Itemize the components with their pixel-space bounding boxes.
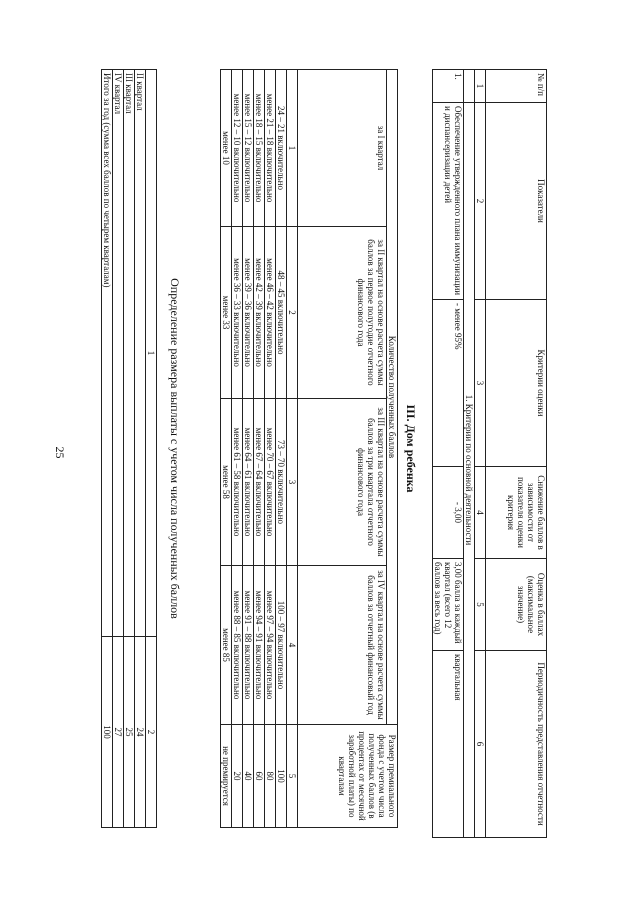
quarter-value: 27 [113,637,124,828]
orphanage-section-title: III. Дом ребенка [404,404,418,493]
cell: 100 – 97 включительно [276,566,287,725]
cell: менее 88 – 85 включительно [232,566,243,725]
criteria-header: Критерии оценки [486,300,547,467]
cell: менее 12 – 10 включительно [232,70,243,227]
row-number: 1. [433,70,464,103]
table-row [124,70,135,828]
period-cell: квартальная [433,651,464,838]
payout-table [220,69,398,828]
cell: менее 18 – 15 включительно [254,70,265,227]
cell: менее 36 – 33 включительно [232,227,243,399]
cell: менее 33 [221,227,232,399]
cell: 20 [232,725,243,828]
col-number: 1 [287,70,298,227]
group-header: Количество полученных баллов [387,70,398,725]
size-header: Размер премиального фонда с учетом числа полученных баллов (в процентах от месячной заработной платы) по кварталам [298,725,398,828]
table-row [135,70,146,828]
cell: менее 42 – 39 включительно [254,227,265,399]
cell: менее 58 [221,399,232,566]
reduction-header: Снижение баллов в зависимости от показателя оценки критерия [486,467,547,559]
cell: 48 – 45 включительно [276,227,287,399]
quarter-label: Итого за год (сумма всех баллов по четырем кварталам) [102,70,113,637]
col-number: 2 [146,637,157,828]
quarter-label: IV квартал [113,70,124,637]
col-number: 1 [146,70,157,637]
cell: 24 – 21 включительно [276,70,287,227]
quarter-value: 100 [102,637,113,828]
cell: менее 91 – 88 включительно [243,566,254,725]
cell: менее 67 – 64 включительно [254,399,265,566]
orphanage-criteria-table [432,69,547,838]
indicators-header: Показатели [486,103,547,300]
cell: менее 39 – 36 включительно [243,227,254,399]
q2-header: за II квартал на основе расчета суммы баллов за первое полугодие отчетного финансового года [298,227,387,399]
col-number: 2 [287,227,298,399]
table-row [265,70,276,828]
reduction-cell: - 3,00 [433,467,464,559]
cell: 40 [243,725,254,828]
col-number: 1 [475,70,486,103]
col-number: 2 [475,103,486,300]
col-number: 6 [475,651,486,838]
criteria-subheader: 1. Критерии по основной деятельности [464,103,475,838]
quarter-label: III квартал [124,70,135,637]
quarter-value: 25 [124,637,135,828]
cell: 60 [254,725,265,828]
col-number: 3 [287,399,298,566]
table-row [102,70,113,828]
cell: менее 97 – 94 включительно [265,566,276,725]
quarter-label: II квартал [135,70,146,637]
payout-title: Определение размера выплаты с учетом числа полученных баллов [168,278,182,619]
table-row [221,70,232,828]
table-row [276,70,287,828]
page-number: 25 [53,446,67,459]
table-row [232,70,243,828]
cell: менее 85 [221,566,232,725]
cell: менее 46 – 42 включительно [265,227,276,399]
cell: менее 70 – 67 включительно [265,399,276,566]
table-row [113,70,124,828]
num-header: № п/п [486,70,547,103]
q1-header: за I квартал [298,70,387,227]
cell: менее 64 – 61 включительно [243,399,254,566]
table-row [433,70,464,838]
q3-header: за III квартал на основе расчета суммы баллов за три квартала отчетного финансового года [298,399,387,566]
cell: менее 94 – 91 включительно [254,566,265,725]
quarter-score-table [101,69,157,828]
criteria-cell: - менее 95% [433,300,464,467]
cell: 73 – 70 включительно [276,399,287,566]
col-number: 4 [287,566,298,725]
cell [464,70,475,103]
col-number: 5 [475,559,486,651]
cell: не премируется [221,725,232,828]
score-cell: 3,00 балла за каждый квартал (всего 12 баллов за весь год) [433,559,464,651]
cell: 100 [276,725,287,828]
q4-header: за IV квартал на основе расчета суммы баллов за отчетный финансовый год [298,566,387,725]
period-header: Периодичность представления отчетности [486,651,547,838]
table-row [254,70,265,828]
cell: менее 21 – 18 включительно [265,70,276,227]
table-row [243,70,254,828]
cell: менее 10 [221,70,232,227]
cell: менее 15 – 12 включительно [243,70,254,227]
col-number: 3 [475,300,486,467]
col-number: 4 [475,467,486,559]
score-header: Оценка в баллах (максимальное значение) [486,559,547,651]
quarter-value: 24 [135,637,146,828]
cell: 80 [265,725,276,828]
cell: менее 61 – 58 включительно [232,399,243,566]
indicator-cell: Обеспечение утвержденного плана иммунизации и диспансеризации детей [433,103,464,300]
col-number: 5 [287,725,298,828]
